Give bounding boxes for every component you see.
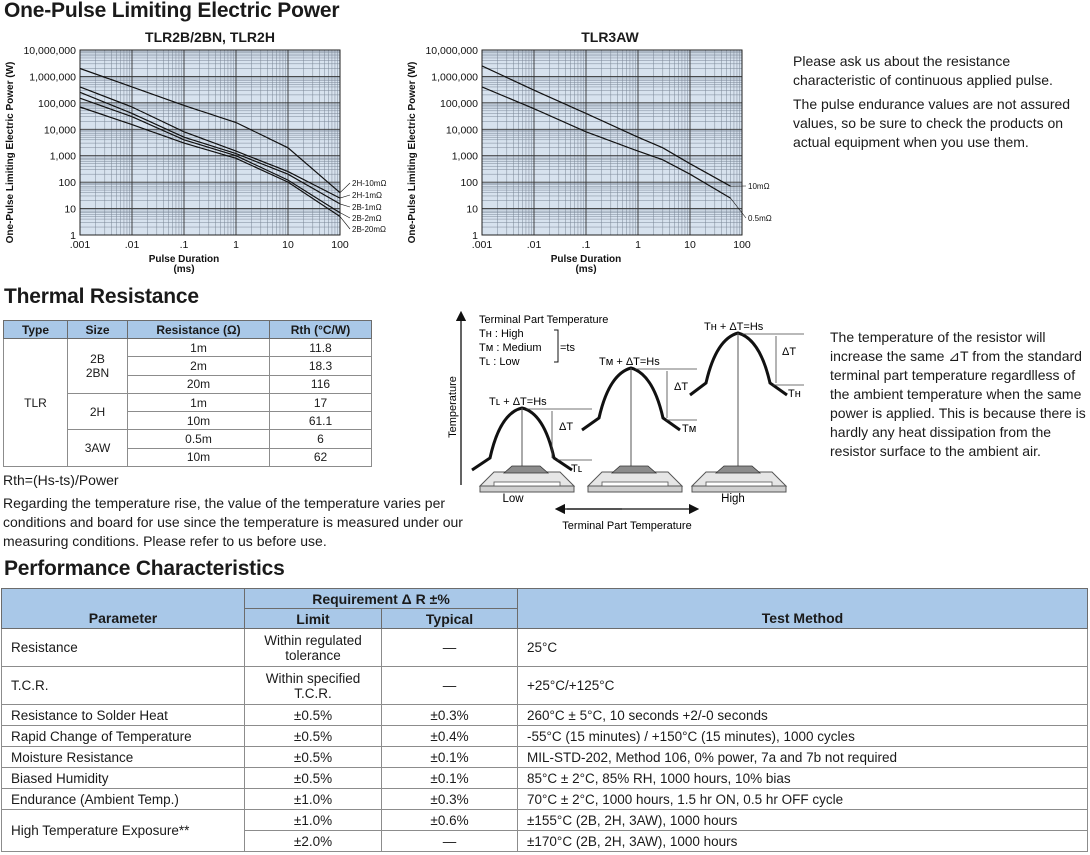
pulse-note-1: Please ask us about the resistance characteristic of continuous applied pulse. <box>793 53 1053 88</box>
legend-entry: 2B-1mΩ <box>352 203 382 212</box>
thermal-resistance-cell: 0.5m <box>128 430 270 448</box>
performance-table <box>1 588 1088 852</box>
y-tick-label: 1,000,000 <box>29 71 76 84</box>
y-tick-label: 1 <box>472 230 478 242</box>
y-tick-label: 1,000 <box>49 150 76 163</box>
perf-limit-cell: ±0.5% <box>245 768 382 789</box>
x-tick-label: 1 <box>635 239 641 251</box>
table-row <box>2 667 1088 705</box>
perf-typical-cell: — <box>382 831 518 852</box>
perf-param-cell: Resistance to Solder Heat <box>2 705 245 726</box>
pulse-chart-tlr3aw-svg <box>402 40 792 285</box>
perf-typical-cell: — <box>382 667 518 705</box>
x-tick-label: 100 <box>331 239 349 251</box>
perf-header-limit: Limit <box>245 609 382 629</box>
diagram-med-eq: Tᴍ + ΔT=Hs <box>599 356 660 368</box>
perf-test-cell: 85°C ± 2°C, 85% RH, 1000 hours, 10% bias <box>518 768 1088 789</box>
thermal-side-note: The temperature of the resistor will increase the same ⊿T from the standard terminal part temperature regardlless of the ambient temperature when the same power is applied. This is because there is hardly any heat dissipation from the resistor surface to the ambient air. <box>830 329 1086 459</box>
y-tick-label: 1,000 <box>451 150 478 163</box>
chart-2-title: TLR3AW <box>581 29 639 45</box>
thermal-rth-cell: 18.3 <box>270 357 372 375</box>
y-tick-label: 100,000 <box>440 97 478 110</box>
diagram-high-label: High <box>721 493 745 505</box>
perf-header-typical: Typical <box>382 609 518 629</box>
perf-typical-cell: ±0.6% <box>382 810 518 831</box>
thermal-rth-cell: 11.8 <box>270 339 372 357</box>
y-tick-label: 1 <box>70 230 76 242</box>
x-tick-label: .1 <box>179 239 189 251</box>
thermal-header-resistance: Resistance (Ω) <box>128 321 270 339</box>
x-axis-label: Pulse Duration <box>148 254 220 265</box>
thermal-resistance-cell: 1m <box>128 339 270 357</box>
x-tick-label: .01 <box>124 239 140 251</box>
perf-param-cell: Moisture Resistance <box>2 747 245 768</box>
thermal-resistance-cell: 10m <box>128 412 270 430</box>
table-row <box>2 747 1088 768</box>
perf-limit-cell: ±1.0% <box>245 789 382 810</box>
x-axis-label: (ms) <box>173 264 195 275</box>
diagram-tm: Tᴍ <box>682 423 697 435</box>
thermal-resistance-cell: 2m <box>128 357 270 375</box>
diagram-legend-low: Tʟ : Low <box>479 356 520 368</box>
perf-limit-cell: ±0.5% <box>245 747 382 768</box>
thermal-rth-cell: 116 <box>270 375 372 393</box>
table-row <box>2 705 1088 726</box>
perf-limit-cell: ±0.5% <box>245 726 382 747</box>
performance-section-title: Performance Characteristics <box>4 557 285 580</box>
diagram-med-delta: ΔT <box>674 381 689 393</box>
legend-leader <box>340 213 350 218</box>
resistor-chip-high <box>692 466 786 492</box>
thermal-section-title: Thermal Resistance <box>4 285 199 308</box>
perf-test-cell: 25°C <box>518 629 1088 667</box>
perf-param-cell: Biased Humidity <box>2 768 245 789</box>
pulse-section-title: One-Pulse Limiting Electric Power <box>4 0 340 22</box>
thermal-table <box>3 320 372 467</box>
legend-entry: 2B-2mΩ <box>352 214 382 223</box>
x-tick-label: .1 <box>581 239 591 251</box>
table-row <box>2 629 1088 667</box>
legend-leader <box>340 183 350 193</box>
table-row <box>2 768 1088 789</box>
x-tick-label: 1 <box>233 239 239 251</box>
perf-test-cell: 70°C ± 2°C, 1000 hours, 1.5 hr ON, 0.5 hr OFF cycle <box>518 789 1088 810</box>
thermal-header-type: Type <box>4 321 68 339</box>
thermal-note: Regarding the temperature rise, the value of the temperature varies per conditions and board for use since the temperature is measured under our measuring conditions. Please refer to us before use. <box>3 495 463 549</box>
x-axis-label: (ms) <box>575 264 597 275</box>
y-tick-label: 10 <box>466 203 478 216</box>
perf-limit-cell: ±1.0% <box>245 810 382 831</box>
thermal-size-cell: 2B 2BN <box>68 339 128 394</box>
chart-1-title: TLR2B/2BN, TLR2H <box>145 29 275 45</box>
x-tick-label: 10 <box>282 239 294 251</box>
legend-entry: 2B-20mΩ <box>352 225 386 234</box>
y-tick-label: 1,000,000 <box>431 71 478 84</box>
x-tick-label: .001 <box>471 239 493 251</box>
perf-param-cell: Rapid Change of Temperature <box>2 726 245 747</box>
y-tick-label: 100 <box>58 177 76 190</box>
resistor-chip-medium <box>588 466 682 492</box>
resistor-chip-low <box>480 466 574 492</box>
x-tick-label: .01 <box>526 239 542 251</box>
perf-typical-cell: ±0.3% <box>382 789 518 810</box>
perf-param-cell: High Temperature Exposure** <box>2 810 245 852</box>
diagram-low-eq: Tʟ + ΔT=Hs <box>489 396 547 408</box>
diagram-y-label: Temperature <box>447 376 459 438</box>
thermal-type-cell: TLR <box>4 339 68 467</box>
perf-param-cell: Endurance (Ambient Temp.) <box>2 789 245 810</box>
perf-test-cell: -55°C (15 minutes) / +150°C (15 minutes), 1000 cycles <box>518 726 1088 747</box>
diagram-high-eq: Tʜ + ΔT=Hs <box>704 321 764 333</box>
x-tick-label: 10 <box>684 239 696 251</box>
perf-test-cell: ±170°C (2B, 2H, 3AW), 1000 hours <box>518 831 1088 852</box>
perf-header-requirement: Requirement Δ R ±% <box>245 589 518 609</box>
x-axis-label: Pulse Duration <box>550 254 622 265</box>
legend-leader <box>340 204 350 207</box>
perf-test-cell: ±155°C (2B, 2H, 3AW), 1000 hours <box>518 810 1088 831</box>
thermal-rth-cell: 62 <box>270 448 372 466</box>
perf-typical-cell: — <box>382 629 518 667</box>
y-tick-label: 10,000,000 <box>23 45 76 57</box>
perf-limit-cell: ±0.5% <box>245 705 382 726</box>
y-tick-label: 100 <box>460 177 478 190</box>
pulse-chart-tlr2-svg <box>0 40 400 285</box>
table-row <box>4 339 372 357</box>
perf-header-test: Test Method <box>518 589 1088 629</box>
diagram-x-label: Terminal Part Temperature <box>562 520 692 532</box>
thermal-size-cell: 2H <box>68 393 128 430</box>
thermal-resistance-cell: 20m <box>128 375 270 393</box>
x-tick-label: 100 <box>733 239 751 251</box>
y-axis-label: One-Pulse Limiting Electric Power (W) <box>407 61 418 244</box>
perf-typical-cell: ±0.4% <box>382 726 518 747</box>
pulse-note-2: The pulse endurance values are not assured values, so be sure to check the products on actual equipment when you use them. <box>793 96 1071 150</box>
pulse-chart-tlr3aw <box>402 40 792 285</box>
table-row <box>2 789 1088 810</box>
perf-param-cell: T.C.R. <box>2 667 245 705</box>
perf-test-cell: 260°C ± 5°C, 10 seconds +2/-0 seconds <box>518 705 1088 726</box>
perf-param-cell: Resistance <box>2 629 245 667</box>
diagram-th: Tʜ <box>788 388 801 400</box>
perf-limit-cell: Within specified T.C.R. <box>245 667 382 705</box>
perf-test-cell: MIL-STD-202, Method 106, 0% power, 7a and 7b not required <box>518 747 1088 768</box>
diagram-low-label: Low <box>502 493 524 505</box>
legend-bracket <box>554 330 558 362</box>
diagram-high-delta: ΔT <box>782 346 797 358</box>
legend-leader <box>340 195 350 198</box>
diagram-legend-high: Tʜ : High <box>479 328 524 340</box>
y-tick-label: 10,000 <box>43 124 76 137</box>
x-tick-label: .001 <box>69 239 91 251</box>
thermal-rth-cell: 61.1 <box>270 412 372 430</box>
legend-entry: 0.5mΩ <box>748 214 772 223</box>
legend-entry: 2H-1mΩ <box>352 191 382 200</box>
thermal-header-size: Size <box>68 321 128 339</box>
thermal-resistance-cell: 10m <box>128 448 270 466</box>
thermal-header-rth: Rth (°C/W) <box>270 321 372 339</box>
diagram-legend-title: Terminal Part Temperature <box>479 314 609 326</box>
pulse-chart-tlr2 <box>0 40 400 285</box>
perf-test-cell: +25°C/+125°C <box>518 667 1088 705</box>
perf-typical-cell: ±0.1% <box>382 747 518 768</box>
perf-typical-cell: ±0.3% <box>382 705 518 726</box>
y-tick-label: 100,000 <box>38 97 76 110</box>
thermal-diagram <box>442 310 812 535</box>
diagram-low-delta: ΔT <box>559 421 574 433</box>
thermal-formula: Rth=(Hs-ts)/Power <box>3 472 119 488</box>
perf-typical-cell: ±0.1% <box>382 768 518 789</box>
y-tick-label: 10,000 <box>445 124 478 137</box>
perf-limit-cell: Within regulated tolerance <box>245 629 382 667</box>
y-tick-label: 10 <box>64 203 76 216</box>
diagram-legend-medium: Tᴍ : Medium <box>479 342 542 354</box>
y-tick-label: 10,000,000 <box>425 45 478 57</box>
legend-leader <box>340 217 350 229</box>
perf-header-parameter: Parameter <box>2 589 245 629</box>
perf-limit-cell: ±2.0% <box>245 831 382 852</box>
diagram-legend-ts: =ts <box>560 342 575 354</box>
thermal-rth-cell: 17 <box>270 393 372 411</box>
table-row <box>2 810 1088 831</box>
thermal-resistance-cell: 1m <box>128 393 270 411</box>
diagram-tl: Tʟ <box>571 463 583 475</box>
legend-entry: 2H-10mΩ <box>352 179 387 188</box>
thermal-rth-cell: 6 <box>270 430 372 448</box>
y-axis-label: One-Pulse Limiting Electric Power (W) <box>5 61 16 244</box>
table-row <box>2 726 1088 747</box>
thermal-size-cell: 3AW <box>68 430 128 467</box>
legend-entry: 10mΩ <box>748 182 770 191</box>
